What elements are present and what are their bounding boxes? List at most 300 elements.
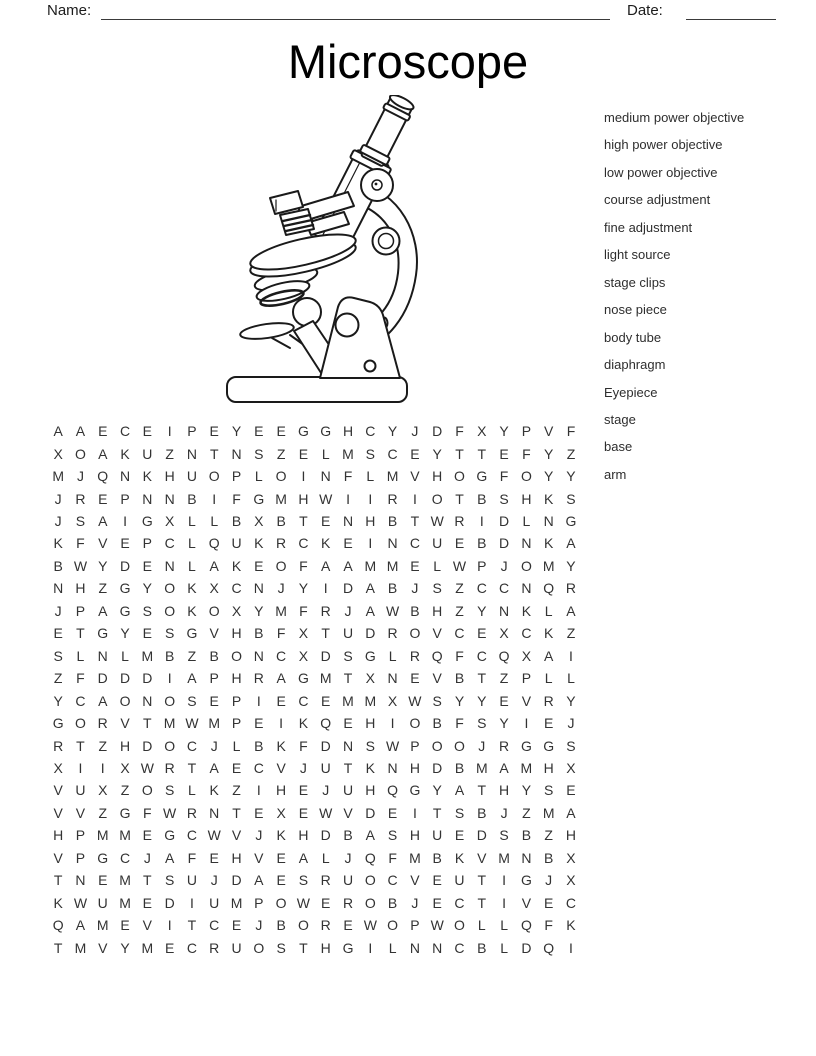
word-list-item: stage clips (604, 274, 666, 290)
grid-cell: M (475, 760, 488, 777)
fine-adjustment-knob (373, 228, 400, 255)
grid-cell: R (186, 804, 197, 821)
grid-cell: U (231, 939, 242, 956)
grid-cell: X (477, 423, 487, 440)
grid-cell: A (75, 917, 86, 934)
grid-cell: A (209, 557, 219, 574)
grid-cell: H (342, 423, 354, 440)
grid-cell: E (544, 715, 554, 732)
grid-cell: Y (98, 557, 108, 574)
grid-cell: R (342, 894, 354, 911)
grid-cell: V (98, 535, 108, 552)
grid-cell: T (477, 445, 487, 462)
grid-cell: I (412, 804, 417, 821)
grid-cell: E (142, 827, 152, 844)
grid-cell: E (343, 715, 353, 732)
grid-cell: B (343, 827, 353, 844)
grid-cell: T (299, 939, 308, 956)
grid-cell: C (276, 647, 287, 664)
grid-cell: W (430, 917, 444, 934)
grid-cell: N (543, 513, 554, 530)
grid-cell: I (167, 423, 172, 440)
stage-joint-knob (293, 298, 321, 326)
grid-cell: M (163, 715, 176, 732)
grid-cell: D (231, 872, 242, 889)
grid-cell: F (299, 737, 308, 754)
grid-cell: A (365, 827, 375, 844)
grid-cell: V (231, 827, 242, 844)
grid-cell: G (253, 490, 265, 507)
grid-cell: A (454, 782, 465, 799)
grid-cell: Z (53, 670, 63, 687)
grid-cell: K (254, 535, 264, 552)
grid-cell: U (432, 535, 443, 552)
grid-cell: E (410, 557, 420, 574)
grid-cell: Y (544, 468, 554, 485)
grid-cell: T (209, 445, 219, 462)
grid-cell: B (276, 513, 286, 530)
grid-cell: J (143, 849, 151, 866)
word-list-item: high power objective (604, 137, 723, 153)
grid-cell: H (409, 760, 420, 777)
grid-cell: R (320, 917, 331, 934)
grid-cell: D (164, 894, 175, 911)
grid-cell: E (209, 423, 219, 440)
grid-cell: N (387, 535, 398, 552)
grid-cell: I (212, 490, 217, 507)
grid-cell: T (455, 445, 464, 462)
grid-cell: Y (566, 557, 576, 574)
grid-cell: V (432, 625, 442, 642)
grid-cell: A (343, 557, 353, 574)
grid-cell: E (454, 827, 465, 844)
grid-cell: D (119, 557, 131, 574)
grid-cell: S (566, 490, 576, 507)
grid-cell: M (542, 804, 555, 821)
grid-cell: S (499, 827, 509, 844)
grid-cell: A (254, 872, 264, 889)
grid-cell: M (275, 490, 287, 507)
grid-cell: Y (120, 625, 130, 642)
grid-cell: M (275, 602, 287, 619)
grid-cell: L (254, 468, 263, 485)
grid-cell: Y (53, 692, 63, 709)
grid-cell: G (119, 580, 131, 597)
grid-cell: N (75, 872, 86, 889)
word-list-item: low power objective (604, 164, 718, 180)
grid-cell: M (319, 670, 332, 687)
grid-cell: B (410, 602, 420, 619)
grid-cell: C (499, 580, 510, 597)
grid-cell: H (543, 760, 554, 777)
grid-cell: Y (120, 939, 130, 956)
grid-cell: X (231, 602, 242, 619)
grid-cell: X (387, 692, 398, 709)
grid-cell: Q (520, 917, 532, 934)
grid-cell: P (142, 535, 152, 552)
grid-cell: O (454, 468, 465, 485)
grid-cell: L (121, 647, 129, 664)
grid-cell: V (75, 804, 86, 821)
grid-cell: L (366, 468, 375, 485)
grid-cell: T (432, 804, 442, 821)
grid-cell: H (365, 782, 376, 799)
grid-cell: X (566, 849, 576, 866)
grid-cell: G (565, 513, 577, 530)
grid-cell: G (520, 737, 532, 754)
grid-cell: O (75, 715, 86, 732)
grid-cell: H (409, 827, 420, 844)
grid-cell: E (276, 849, 286, 866)
grid-cell: Y (231, 423, 242, 440)
grid-cell: J (210, 737, 218, 754)
grid-cell: A (187, 670, 197, 687)
grid-cell: T (187, 917, 197, 934)
grid-cell: C (454, 939, 465, 956)
grid-cell: E (387, 804, 398, 821)
grid-cell: D (142, 737, 153, 754)
grid-cell: V (53, 782, 63, 799)
grid-cell: M (119, 872, 131, 889)
grid-cell: C (298, 692, 309, 709)
grid-cell: K (321, 535, 331, 552)
grid-cell: D (499, 513, 510, 530)
grid-cell: I (569, 939, 573, 956)
grid-cell: L (500, 939, 508, 956)
grid-cell: P (521, 670, 532, 687)
grid-cell: P (254, 894, 264, 911)
grid-cell: A (276, 670, 286, 687)
grid-cell: B (387, 513, 398, 530)
grid-cell: F (499, 468, 509, 485)
grid-cell: D (476, 827, 487, 844)
grid-cell: W (430, 513, 444, 530)
grid-cell: S (164, 872, 175, 889)
word-list (604, 104, 744, 488)
grid-cell: K (53, 535, 63, 552)
grid-cell: Z (98, 580, 108, 597)
word-list-item: course adjustment (604, 192, 711, 208)
grid-cell: D (432, 423, 443, 440)
grid-cell: U (320, 760, 331, 777)
grid-cell: C (454, 894, 465, 911)
grid-cell: Z (455, 602, 464, 619)
grid-cell: G (52, 715, 64, 732)
grid-cell: T (477, 782, 487, 799)
grid-cell: G (186, 625, 198, 642)
grid-cell: O (387, 917, 399, 934)
grid-cell: H (432, 602, 443, 619)
grid-cell: U (432, 827, 443, 844)
grid-cell: B (164, 647, 175, 664)
grid-cell: F (299, 602, 308, 619)
date-blank-line (686, 2, 776, 20)
grid-cell: L (188, 535, 196, 552)
grid-cell: E (231, 917, 242, 934)
grid-cell: C (565, 894, 577, 911)
grid-cell: K (365, 760, 375, 777)
grid-cell: R (253, 670, 264, 687)
grid-cell: H (298, 827, 309, 844)
grid-cell: E (98, 872, 108, 889)
grid-cell: N (164, 490, 175, 507)
grid-cell: X (298, 647, 309, 664)
grid-cell: Z (232, 782, 241, 799)
grid-cell: E (276, 872, 286, 889)
grid-cell: S (187, 692, 197, 709)
grid-cell: M (74, 939, 87, 956)
grid-cell: I (346, 490, 350, 507)
grid-cell: M (409, 849, 421, 866)
grid-cell: B (432, 849, 442, 866)
grid-cell: P (209, 670, 219, 687)
grid-cell: Q (498, 647, 510, 664)
grid-cell: F (299, 557, 308, 574)
grid-cell: M (364, 692, 377, 709)
grid-cell: I (412, 490, 417, 507)
grid-cell: W (207, 827, 221, 844)
grid-cell: Y (387, 423, 398, 440)
grid-cell: E (321, 513, 331, 530)
grid-cell: C (253, 760, 264, 777)
grid-cell: O (454, 917, 465, 934)
word-list-item: base (604, 439, 633, 455)
grid-cell: N (119, 468, 131, 485)
grid-cell: H (432, 468, 443, 485)
grid-cell: W (363, 917, 377, 934)
grid-cell: Y (254, 602, 264, 619)
grid-cell: L (544, 602, 553, 619)
grid-cell: B (477, 804, 487, 821)
grid-cell: X (209, 580, 219, 597)
grid-cell: R (53, 737, 64, 754)
grid-cell: W (185, 715, 199, 732)
grid-cell: R (543, 692, 554, 709)
grid-cell: E (276, 692, 286, 709)
grid-cell: Y (544, 445, 554, 462)
word-list-item: fine adjustment (604, 219, 693, 235)
grid-cell: I (301, 468, 306, 485)
grid-cell: Q (97, 468, 109, 485)
grid-cell: E (231, 760, 242, 777)
grid-cell: J (478, 737, 486, 754)
grid-cell: Z (165, 445, 174, 462)
grid-cell: F (388, 849, 397, 866)
grid-cell: J (545, 872, 553, 889)
grid-cell: J (500, 557, 508, 574)
grid-cell: A (164, 849, 175, 866)
grid-cell: N (387, 760, 398, 777)
grid-cell: G (342, 939, 354, 956)
grid-cell: M (386, 468, 399, 485)
grid-cell: N (432, 939, 443, 956)
grid-cell: P (410, 737, 420, 754)
grid-cell: I (256, 692, 261, 709)
grid-cell: O (119, 692, 131, 709)
grid-cell: S (298, 872, 309, 889)
grid-cell: G (97, 849, 109, 866)
grid-cell: E (142, 557, 152, 574)
grid-cell: C (476, 647, 487, 664)
grid-cell: A (566, 602, 576, 619)
grid-cell: Y (432, 445, 442, 462)
grid-cell: N (387, 670, 398, 687)
grid-cell: E (454, 535, 465, 552)
grid-cell: B (276, 917, 286, 934)
grid-cell: T (187, 760, 197, 777)
grid-cell: A (98, 513, 108, 530)
grid-cell: G (119, 804, 131, 821)
grid-cell: V (254, 849, 264, 866)
grid-cell: X (521, 647, 532, 664)
grid-cell: E (321, 692, 331, 709)
grid-cell: N (164, 557, 175, 574)
grid-cell: C (454, 625, 465, 642)
grid-cell: U (454, 872, 465, 889)
grid-cell: A (98, 602, 108, 619)
grid-cell: N (53, 580, 64, 597)
grid-cell: I (256, 782, 261, 799)
grid-cell: V (432, 670, 442, 687)
grid-cell: L (567, 670, 575, 687)
grid-cell: O (164, 692, 176, 709)
grid-cell: I (368, 535, 373, 552)
grid-cell: W (140, 760, 154, 777)
grid-cell: U (186, 872, 197, 889)
grid-cell: C (209, 917, 220, 934)
grid-cell: R (320, 602, 331, 619)
grid-cell: O (164, 737, 176, 754)
grid-cell: E (164, 939, 175, 956)
grid-cell: H (231, 670, 242, 687)
grid-cell: F (276, 625, 286, 642)
grid-cell: E (98, 423, 108, 440)
grid-cell: T (455, 490, 464, 507)
grid-cell: M (342, 692, 354, 709)
grid-cell: X (365, 670, 375, 687)
grid-cell: F (544, 917, 553, 934)
grid-cell: F (143, 804, 152, 821)
grid-cell: D (119, 670, 131, 687)
grid-cell: B (477, 490, 487, 507)
grid-cell: V (209, 625, 219, 642)
grid-cell: X (276, 804, 286, 821)
grid-cell: P (231, 692, 242, 709)
grid-cell: V (120, 715, 130, 732)
grid-cell: A (566, 804, 576, 821)
grid-cell: H (164, 468, 175, 485)
grid-cell: Y (142, 580, 152, 597)
grid-cell: S (254, 445, 264, 462)
grid-cell: K (120, 445, 130, 462)
grid-cell: E (432, 872, 442, 889)
grid-cell: R (97, 715, 108, 732)
grid-cell: H (231, 849, 242, 866)
grid-cell: V (53, 804, 63, 821)
microscope-mirror (239, 320, 294, 341)
grid-cell: R (409, 647, 420, 664)
grid-cell: L (433, 557, 442, 574)
grid-cell: O (431, 490, 443, 507)
grid-cell: M (542, 557, 555, 574)
grid-cell: E (566, 782, 576, 799)
grid-cell: W (408, 692, 422, 709)
grid-cell: G (297, 423, 309, 440)
grid-cell: Y (566, 468, 576, 485)
grid-cell: K (142, 468, 152, 485)
grid-cell: H (365, 715, 376, 732)
grid-cell: K (187, 580, 197, 597)
grid-cell: J (411, 580, 419, 597)
grid-cell: Q (208, 535, 220, 552)
grid-cell: V (410, 872, 420, 889)
grid-cell: S (544, 782, 554, 799)
date-label: Date: (627, 2, 663, 19)
grid-cell: E (298, 782, 309, 799)
grid-cell: O (364, 872, 376, 889)
grid-cell: D (365, 804, 376, 821)
grid-cell: K (544, 625, 554, 642)
grid-cell: I (323, 580, 328, 597)
grid-cell: C (186, 737, 197, 754)
grid-cell: S (164, 625, 175, 642)
grid-cell: S (75, 513, 86, 530)
grid-cell: K (187, 602, 197, 619)
word-list-item: body tube (604, 329, 662, 345)
grid-cell: J (322, 782, 330, 799)
grid-cell: Q (431, 647, 443, 664)
grid-cell: E (544, 894, 554, 911)
grid-cell: F (343, 468, 353, 485)
grid-cell: E (410, 670, 420, 687)
grid-cell: Q (364, 849, 376, 866)
grid-cell: H (276, 782, 287, 799)
grid-cell: D (432, 760, 443, 777)
grid-cell: B (432, 715, 442, 732)
grid-cell: I (167, 670, 172, 687)
grid-cell: P (75, 602, 86, 619)
grid-cell: I (569, 647, 573, 664)
grid-cell: T (143, 872, 152, 889)
grid-cell: L (522, 513, 531, 530)
grid-cell: S (566, 737, 576, 754)
grid-cell: U (142, 445, 153, 462)
grid-cell: V (142, 917, 152, 934)
grid-cell: C (409, 535, 420, 552)
grid-cell: Q (320, 715, 332, 732)
grid-cell: M (119, 827, 131, 844)
grid-cell: V (343, 804, 353, 821)
grid-cell: G (543, 737, 555, 754)
grid-cell: N (142, 490, 153, 507)
grid-cell: Z (566, 625, 576, 642)
grid-cell: W (163, 804, 177, 821)
grid-cell: E (477, 625, 487, 642)
word-list-item: arm (604, 466, 627, 482)
grid-cell: Z (455, 580, 464, 597)
grid-cell: N (97, 647, 108, 664)
grid-cell: G (164, 827, 176, 844)
grid-cell: Q (543, 939, 555, 956)
grid-cell: E (142, 894, 152, 911)
grid-cell: M (119, 894, 131, 911)
grid-cell: T (477, 894, 487, 911)
grid-cell: N (521, 849, 532, 866)
grid-cell: B (521, 827, 532, 844)
grid-cell: I (524, 715, 529, 732)
grid-cell: L (388, 939, 397, 956)
grid-cell: H (298, 490, 309, 507)
